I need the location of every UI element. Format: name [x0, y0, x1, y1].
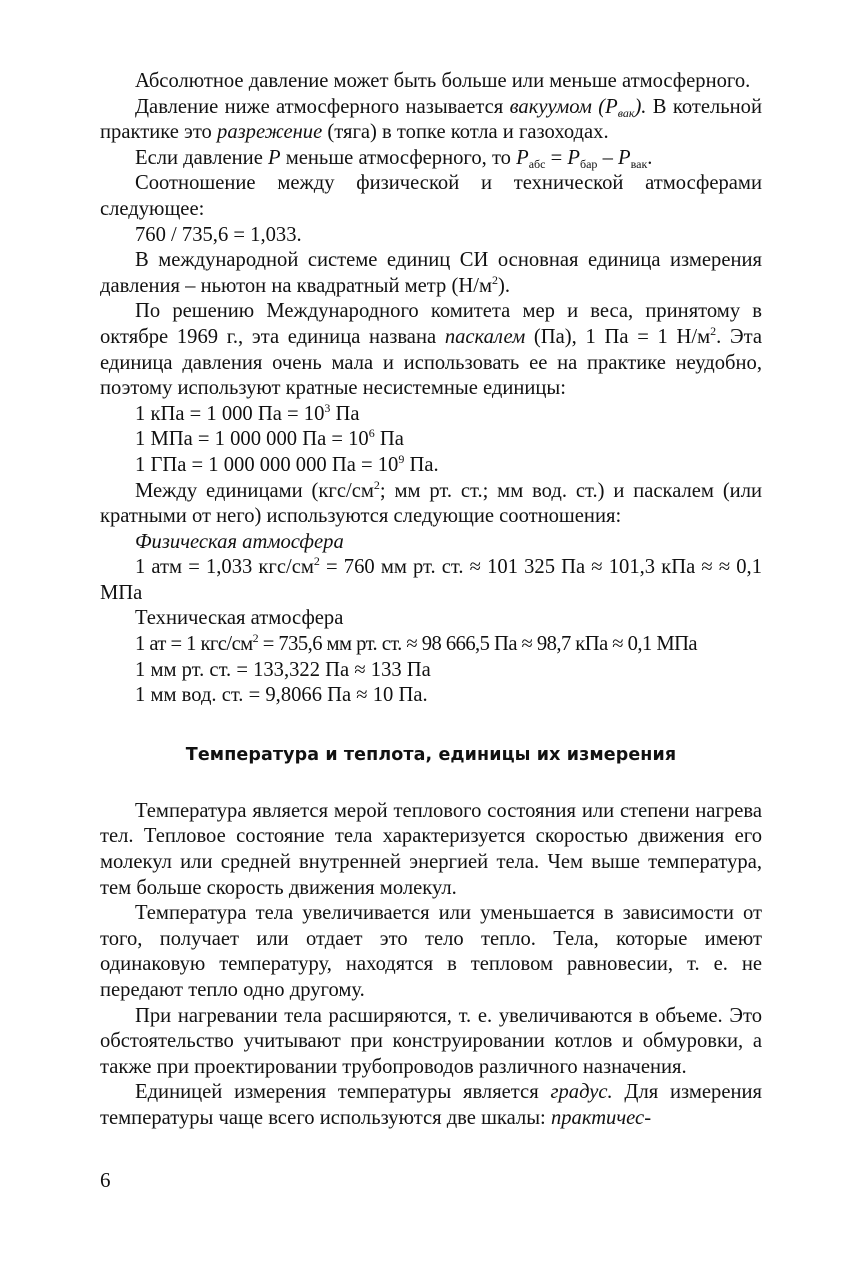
- text: Па.: [404, 453, 439, 476]
- text: 760 / 735,6 = 1,033.: [135, 223, 302, 246]
- text: Единицей измерения температуры является: [135, 1081, 551, 1104]
- subscript: абс: [528, 156, 546, 171]
- term-vacuum: [510, 96, 647, 118]
- text: При нагревании тела расширяются, т. е. увеличиваются в объеме. Это обстоятельство учитывают при конструировании котлов и обмуровки, а также при проектировании трубопроводов различного назначения.: [100, 1004, 762, 1078]
- subscript: бар: [580, 156, 598, 171]
- section-heading: Температура и теплота, единицы их измерения: [185, 744, 677, 765]
- term-degree: градус.: [550, 1081, 613, 1104]
- text: .: [647, 146, 653, 169]
- text: = 735,6 мм рт. ст. ≈ 98 666,5 Па ≈ 98,7 кПа ≈ 0,1 МПа: [258, 633, 697, 656]
- paragraph-si-unit: [100, 248, 762, 299]
- text: Техническая атмосфера: [135, 607, 344, 630]
- symbol: P: [567, 146, 580, 169]
- text: –: [597, 146, 619, 169]
- superscript: 2: [252, 631, 259, 646]
- text: 1 МПа = 1 000 000 Па = 10: [135, 428, 369, 451]
- unit-mpa: [100, 427, 762, 453]
- mm-hg-relation: [100, 658, 762, 684]
- text: Физическая атмосфера: [135, 530, 344, 553]
- technical-atmosphere-title: [100, 606, 762, 632]
- paragraph-unit-relations: [100, 479, 762, 530]
- superscript: 6: [368, 426, 375, 441]
- text: Абсолютное давление может быть больше или меньше атмосферного.: [135, 70, 751, 92]
- paragraph-degree: [100, 1080, 762, 1131]
- mm-water-relation: [100, 683, 762, 709]
- term-rarefaction: разрежение: [217, 121, 323, 144]
- subscript: вак: [617, 105, 635, 120]
- text: Па: [330, 402, 360, 425]
- superscript: 3: [324, 400, 331, 415]
- paragraph-atmosphere-ratio: [100, 171, 762, 222]
- text: 1 атм = 1,033 кгс/см: [135, 556, 314, 579]
- text: меньше атмосферного, то: [280, 146, 517, 169]
- superscript: 2: [492, 272, 498, 287]
- text: 1 мм вод. ст. = 9,8066 Па ≈ 10 Па.: [135, 684, 428, 707]
- text: . Эта единица давления очень мала и использовать ее на практике неудобно, поэтому используют кратные несистемные единицы:: [100, 325, 762, 400]
- text: 1 ГПа = 1 000 000 000 Па = 10: [135, 453, 399, 476]
- paragraph-temperature-definition: [100, 799, 762, 901]
- paragraph-pascal: [100, 299, 762, 401]
- symbol: P: [268, 146, 281, 169]
- text: В котельной практике это: [100, 95, 763, 144]
- text: (Па), 1 Па = 1 Н/м: [525, 325, 711, 348]
- unit-kpa: [100, 402, 762, 428]
- paragraph-pressure-formula: [100, 146, 762, 172]
- superscript: 2: [373, 477, 380, 492]
- text: вакуумом (P: [509, 95, 618, 118]
- paragraph-absolute-pressure: [100, 69, 762, 95]
- text: Температура тела увеличивается или уменьшается в зависимости от того, получает или отдает это тело тепло. Тела, которые имеют одинаковую температуру, находятся в тепловом равновесии, т. е. не передают тепло одно другому.: [100, 902, 762, 1001]
- technical-atmosphere-relation: [100, 632, 762, 658]
- text: 1 кПа = 1 000 Па = 10: [135, 402, 325, 425]
- superscript: 9: [398, 451, 405, 466]
- term-practical: практичес-: [550, 1106, 652, 1129]
- symbol: P: [618, 146, 631, 169]
- unit-gpa: [100, 453, 762, 479]
- paragraph-thermal-equilibrium: [100, 901, 762, 1003]
- physical-atmosphere-title: [100, 530, 762, 556]
- text: ).: [498, 274, 511, 297]
- text: =: [545, 146, 568, 169]
- text: Па: [374, 428, 404, 451]
- subscript: вак: [630, 156, 648, 171]
- text: По решению Международного комитета мер и веса, принятому в октябре 1969 г., эта единица названа: [100, 300, 762, 348]
- text: ).: [634, 95, 647, 118]
- page-number: 6: [100, 1168, 111, 1192]
- text: В международной системе единиц СИ основная единица измерения давления – ньютон на квадратный метр (Н/м: [100, 249, 762, 297]
- paragraph-expansion: [100, 1004, 762, 1081]
- ratio-line: [100, 223, 762, 249]
- text: 1 ат = 1 кгс/см: [135, 633, 253, 656]
- paragraph-vacuum: [100, 95, 762, 146]
- symbol: P: [516, 146, 529, 169]
- text: Соотношение между физической и технической атмосферами следующее:: [100, 172, 762, 220]
- text: Между единицами (кгс/см: [135, 479, 374, 502]
- text: Если давление: [135, 146, 268, 169]
- text: = 760 мм рт. ст. ≈ 101 325 Па ≈ 101,3 кПа ≈ ≈ 0,1 МПа: [100, 556, 762, 604]
- superscript: 2: [313, 554, 320, 569]
- text: Давление ниже атмосферного называется: [135, 95, 510, 118]
- text: 1 мм рт. ст. = 133,322 Па ≈ 133 Па: [135, 658, 431, 681]
- superscript: 2: [710, 323, 717, 338]
- text: (тяга) в топке котла и газоходах.: [322, 121, 609, 144]
- text: ; мм рт. ст.; мм вод. ст.) и паскалем (или кратными от него) используются следующие соотношения:: [100, 479, 762, 528]
- text: Для измерения температуры чаще всего используются две шкалы:: [100, 1081, 762, 1129]
- physical-atmosphere-relation: [100, 555, 762, 606]
- term-pascal: паскалем: [444, 325, 526, 348]
- text: Температура является мерой теплового состояния или степени нагрева тел. Тепловое состояние тела характеризуется скоростью движения его молекул или средней внутренней энергией тела. Чем выше температура, тем больше скорость движения молекул.: [100, 799, 762, 899]
